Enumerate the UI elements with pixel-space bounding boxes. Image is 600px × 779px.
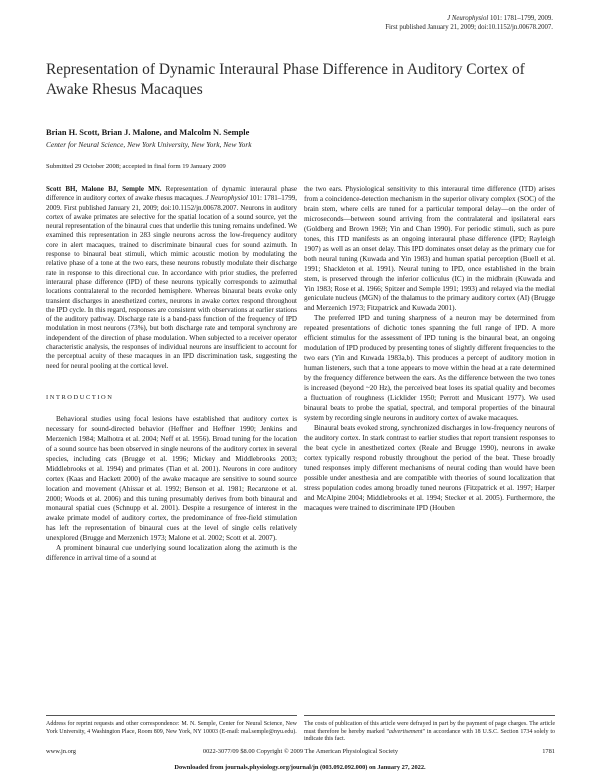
- copyright-line: 0022-3077/09 $8.00 Copyright © 2009 The American Physiological Society: [202, 748, 399, 755]
- section-heading-introduction: INTRODUCTION: [46, 393, 114, 401]
- intro-paragraph-3: the two ears. Physiological sensitivity to this interaural time difference (ITD) arises from a coincidence-detection mechanism in the superior olivary complex (SOC) of the brain stem, where cells are tuned for a particular temporal delay—on the order of microseconds—between sound arriving from the contralateral and ipsilateral ears (Goldberg and Brown 1969; Yin and Chan 1990). For periodic stimuli, such as pure tones, this ITD manifests as an ongoing interaural phase difference (IPD; Rayleigh 1907) as well as an onset delay. This IPD dominates onset delay as the primary cue for both neural tuning (Kuwada and Yin 1983) and human spatial perception (Buell et al. 1991; Shackleton et al. 1991). Neural tuning to IPD, once established in the brain stem, is preserved through the inferior colliculus (IC) in the midbrain (Kuwada and Yin 1983; Rose et al. 1966; Spitzer and Semple 1991; 1993) and relayed via the medial geniculate nucleus (MGN) of the thalamus to the primary auditory cortex (AI) (Brugge and Merzenich 1973; Fitzpatrick and Kuwada 2001).: [304, 185, 555, 313]
- affiliation: Center for Neural Science, New York University, New York, New York: [46, 140, 252, 149]
- intro-paragraph-2: A prominent binaural cue underlying sound localization along the azimuth is the difference in arrival time of a sound at: [46, 544, 297, 563]
- footnote-correspondence: Address for reprint requests and other correspondence: M. N. Semple, Center for Neural Science, New York University, 4 Washington Place, Room 809, New York, NY 10003 (E-mail: mal.semple@nyu.edu).: [46, 715, 297, 736]
- right-column: [304, 185, 555, 513]
- first-published: First published January 21, 2009; doi:10.1152/jn.00678.2007.: [385, 24, 553, 31]
- footnote-publication-costs: The costs of publication of this article were defrayed in part by the payment of page charges. The article must therefore be hereby marked "advertisement" in accordance with 18 U.S.C. Section 1734 solely to indicate this fact.: [304, 715, 555, 744]
- intro-paragraph-1: Behavioral studies using focal lesions have established that auditory cortex is necessary for sound-directed behavior (Heffner and Heffner 1990; Jenkins and Merzenich 1984; Malhotra et al. 2004; Neff et al. 1956). Broad tuning for the location of a sound source has been observed in single neurons of the auditory cortex in several species, including cats (Brugge et al. 1996; Mickey and Middlebrooks 2003; Middlebrooks et al. 1994) and primates (Tian et al. 2001). Neurons in core auditory cortex (Kaas and Hackett 2000) of the awake macaque are sensitive to sound source location and movement (Ahissar et al. 1992; Benson et al. 1981; Recanzone et al. 2000; Woods et al. 2006) and this tuning presumably derives from both binaural and monaural spatial cues (Schnupp et al. 2001). Despite a resurgence of interest in the awake primate model of auditory cortex, the predominance of free-field stimulation has left the representation of binaural cues at the level of single cells relatively unexplored (Brugge and Merzenich 1973; Malone et al. 2002; Scott et al. 2007).: [46, 414, 297, 543]
- submission-dates: Submitted 29 October 2008; accepted in final form 19 January 2009: [46, 163, 226, 170]
- page-number: 1781: [542, 748, 555, 755]
- abstract-journal-ref: J Neurophysiol: [205, 194, 248, 203]
- journal-citation: J Neurophysiol 101: 1781–1799, 2009.: [447, 15, 553, 22]
- article-title: Representation of Dynamic Interaural Phase Difference in Auditory Cortex of Awake Rhesus Macaques: [46, 61, 525, 98]
- intro-paragraph-4: The preferred IPD and tuning sharpness of a neuron may be determined from repeated presentations of dichotic tones spanning the full range of IPD. A more efficient stimulus for the assessment of IPD tuning is the binaural beat, an ongoing modulation of IPD produced by presenting tones of slightly different frequencies to the two ears (Yin and Kuwada 1983a,b). This produces a percept of auditory motion in human listeners, such that a tone appears to move within the head at a rate determined by the frequency difference between the ears. As the difference between the two tones is increased (beyond ~20 Hz), the perceived beat loses its spatial quality and becomes a fluctuation of roughness (Licklider 1950; Perrott and Musicant 1977). We used binaural beats to probe the spatial, spectral, and temporal properties of the binaural system by recording single neurons in auditory cortex of awake macaques.: [304, 314, 555, 422]
- left-column: [46, 185, 297, 564]
- download-notice: Downloaded from journals.physiology.org/journal/jn (003.092.092.000) on January 27, 2022.: [174, 764, 426, 771]
- journal-header: [385, 14, 553, 32]
- abstract-lead: Scott BH, Malone BJ, Semple MN.: [46, 185, 162, 193]
- authors: Brian H. Scott, Brian J. Malone, and Malcolm N. Semple: [46, 128, 250, 137]
- abstract: Scott BH, Malone BJ, Semple MN. Representation of dynamic interaural phase difference in auditory cortex of awake rhesus macaques. J Neurophysiol 101: 1781–1799, 2009. First published January 21, 2009; doi:10.1152/jn.00678.2007. Neurons in auditory cortex of awake primates are selective for the spatial location of a sound source, yet the neural representation of the binaural cues that underlie this tuning remains undefined. We examined this representation in 283 single neurons across the low-frequency auditory core in alert macaques, trained to discriminate binaural cues for sound azimuth. In response to binaural beat stimuli, which mimic acoustic motion by modulating the relative phase of a tone at the two ears, these neurons robustly modulate their discharge rate in response to this directional cue. In accordance with prior studies, the preferred interaural phase difference (IPD) of these neurons typically corresponds to azimuthal locations contralateral to the recorded hemisphere. Whereas binaural beats evoke only transient discharges in anesthetized cortex, neurons in awake cortex respond throughout the IPD cycle. In this regard, responses are consistent with observations at earlier stations of the auditory pathway. Discharge rate is a band-pass function of the frequency of IPD modulation in most neurons (73%), but both discharge rate and temporal synchrony are independent of the direction of phase modulation. When subjected to a receiver operator characteristic analysis, the responses of individual neurons are insufficient to account for the perceptual acuity of these macaques in an IPD discrimination task, suggesting the need for neural pooling at the cortical level.: [46, 185, 297, 370]
- journal-name: J Neurophysiol: [447, 15, 489, 22]
- intro-paragraph-5: Binaural beats evoked strong, synchronized discharges in low-frequency neurons of the auditory cortex. In stark contrast to earlier studies that report transient responses to the beat cycle in anesthetized cortex (Reale and Brugge 1990), neurons in awake cortex typically respond robustly throughout the period of the beat. These broadly tuned responses imply different mechanisms of neural coding than would have been possible under anesthesia and are compatible with theories of sound localization that stress population codes among broadly tuned neurons (Fitzpatrick et al. 1997; Harper and McAlpine 2004; Middlebrooks et al. 1994; Stecker et al. 2005). Furthermore, the macaques were trained to discriminate IPD (Houben: [304, 423, 555, 512]
- journal-website-link[interactable]: www.jn.org: [46, 748, 76, 755]
